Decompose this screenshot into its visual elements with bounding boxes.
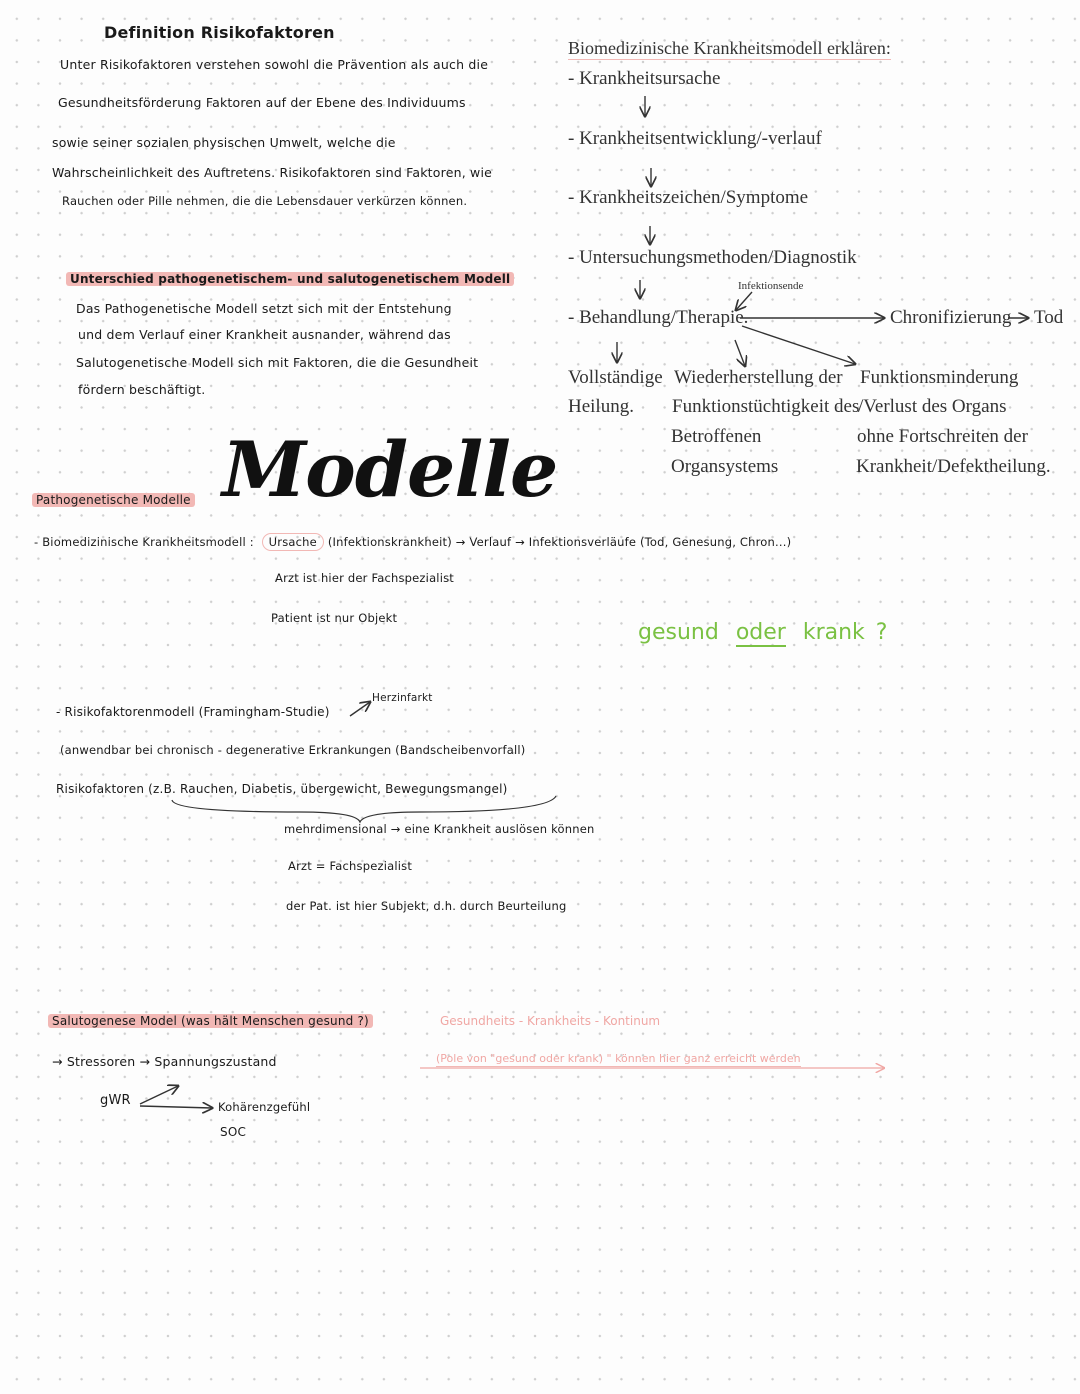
outcome-wiederherstellung-2: Funktionstüchtigkeit des — [672, 396, 860, 417]
bio-rest: (Infektionskrankheit) → Verlauf → Infektionsverläufe (Tod, Genesung, Chron...) — [327, 535, 792, 549]
stressoren-line: → Stressoren → Spannungszustand — [52, 1054, 277, 1069]
gwr-label: gWR — [100, 1093, 131, 1108]
anwendbar-line: (anwendbar bei chronisch - degenerative Erkrankungen (Bandscheibenvorfall) — [60, 743, 526, 757]
koharenz-label: Kohärenzgefühl — [218, 1100, 311, 1114]
unterschied-line-4: fördern beschäftigt. — [78, 382, 206, 397]
outcome-funktion-2: /Verlust des Organs — [858, 396, 1007, 417]
step-1: - Krankheitsursache — [568, 68, 721, 89]
definition-title: Definition Risikofaktoren — [104, 23, 335, 42]
pole-note: (Pole von "gesund oder krank) " können hier ganz erreicht werden — [436, 1052, 801, 1065]
herzinfarkt-label: Herzinfarkt — [372, 692, 433, 704]
definition-line-1: Unter Risikofaktoren verstehen sowohl die Prävention als auch die — [60, 57, 489, 72]
arzt-fachspezialist-2: Arzt = Fachspezialist — [288, 859, 413, 873]
unterschied-line-1: Das Pathogenetische Modell setzt sich mit der Entstehung — [76, 301, 452, 316]
outcome-funktion-1: Funktionsminderung — [860, 367, 1019, 388]
saluto-heading: Salutogenese Model (was hält Menschen gesund ?) — [48, 1015, 373, 1029]
bio-explain-title: Biomedizinische Krankheitsmodell erklären: — [568, 38, 891, 58]
step-2: - Krankheitsentwicklung/-verlauf — [568, 128, 822, 149]
step-5: - Behandlung/Therapie. — [568, 307, 749, 328]
outcome-funktion-4: Krankheit/Defektheilung. — [856, 456, 1051, 477]
patient-subjekt: der Pat. ist hier Subjekt, d.h. durch Beurteilung — [286, 899, 567, 913]
tod-label: Tod — [1034, 307, 1064, 328]
pathogen-heading: Pathogenetische Modelle — [32, 494, 195, 508]
outcome-heilung-2: Heilung. — [568, 396, 634, 417]
definition-line-3: sowie seiner sozialen physischen Umwelt, welche die — [52, 135, 396, 150]
step-4: - Untersuchungsmethoden/Diagnostik — [568, 247, 857, 268]
soc-label: SOC — [220, 1125, 247, 1139]
outcome-wiederherstellung-4: Organsystems — [671, 456, 779, 477]
unterschied-title — [66, 273, 514, 287]
gesund-krank-question: gesund oder krank ? — [638, 620, 888, 645]
definition-line-2: Gesundheitsförderung Faktoren auf der Ebene des Individuums — [58, 95, 466, 110]
arzt-fachspezialist-1: Arzt ist hier der Fachspezialist — [275, 571, 455, 585]
risikofaktoren-list: Risikofaktoren (z.B. Rauchen, Diabetis, übergewicht, Bewegungsmangel) — [56, 782, 508, 796]
unterschied-line-3: Salutogenetische Modell sich mit Faktoren, die die Gesundheit — [76, 355, 479, 370]
infektionsende-label: Infektionsende — [738, 280, 804, 292]
outcome-wiederherstellung-3: Betroffenen — [671, 426, 762, 447]
modelle-title: Modelle — [222, 425, 558, 514]
unterschied-highlight: Unterschied pathogenetischem- und salutogenetischem Modell — [66, 272, 514, 286]
bio-model-line — [34, 536, 791, 549]
chronifizierung-label: Chronifizierung — [890, 307, 1012, 328]
outcome-heilung-1: Vollständige — [568, 367, 663, 388]
risk-brace — [172, 796, 556, 822]
unterschied-line-2: und dem Verlauf einer Krankheit ausnander, während das — [78, 327, 451, 342]
definition-line-5: Rauchen oder Pille nehmen, die die Lebensdauer verkürzen können. — [62, 194, 468, 208]
ursache-circled: Ursache — [262, 533, 324, 551]
risk-model-heading: - Risikofaktorenmodell (Framingham-Studie) — [56, 705, 330, 719]
kontinuum-label: Gesundheits - Krankheits - Kontinum — [440, 1014, 661, 1028]
mehrdimensional-line: mehrdimensional → eine Krankheit auslösen können — [284, 822, 595, 836]
outcome-wiederherstellung-1: Wiederherstellung der — [674, 367, 843, 388]
step-3: - Krankheitszeichen/Symptome — [568, 187, 809, 208]
patient-objekt: Patient ist nur Objekt — [271, 611, 398, 625]
outcome-funktion-3: ohne Fortschreiten der — [857, 426, 1028, 447]
definition-line-4: Wahrscheinlichkeit des Auftretens. Risikofaktoren sind Faktoren, wie — [52, 165, 493, 180]
bio-prefix: - Biomedizinische Krankheitsmodell : — [34, 535, 254, 549]
